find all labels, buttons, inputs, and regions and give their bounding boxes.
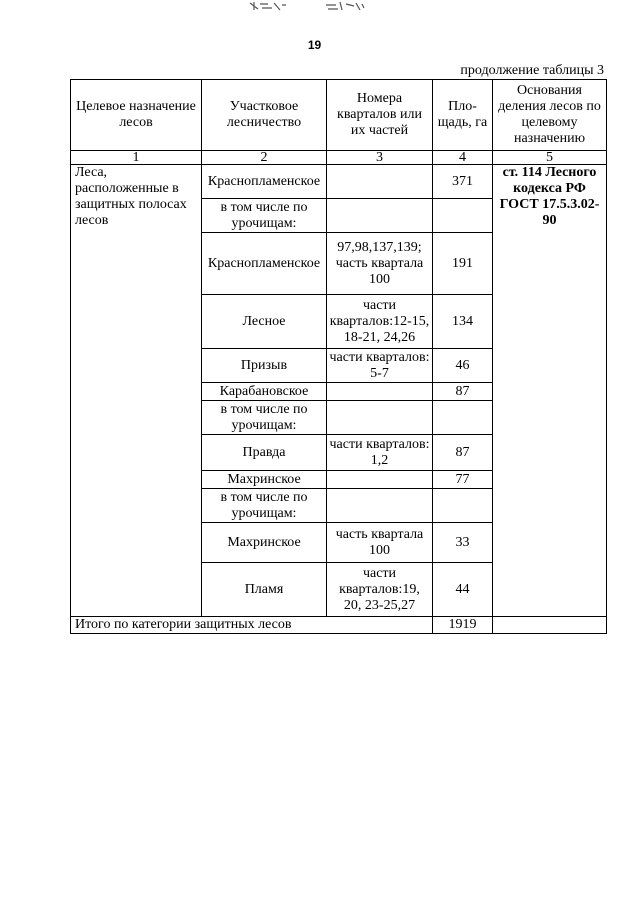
forestry-cell: Махринское xyxy=(202,523,327,563)
area-cell xyxy=(433,401,493,435)
forestry-cell: Махринское xyxy=(202,471,327,489)
header-purpose: Целевое назначение лесов xyxy=(71,80,202,151)
header-forestry: Участковое лесничество xyxy=(202,80,327,151)
total-area: 1919 xyxy=(433,617,493,634)
quarters-cell: части кварталов:12-15, 18-21, 24,26 xyxy=(327,295,433,349)
quarters-cell: части кварталов:19, 20, 23-25,27 xyxy=(327,563,433,617)
area-cell: 87 xyxy=(433,383,493,401)
page-number: 19 xyxy=(307,38,322,52)
area-cell: 371 xyxy=(433,165,493,199)
forestry-cell: Краснопламенское xyxy=(202,165,327,199)
area-cell xyxy=(433,489,493,523)
purpose-cell: Леса, расположенные в защитных полосах лесов xyxy=(71,165,202,617)
area-cell: 44 xyxy=(433,563,493,617)
header-area: Пло-щадь, га xyxy=(433,80,493,151)
column-number: 3 xyxy=(327,151,433,165)
table-header-row xyxy=(71,80,607,151)
quarters-cell: 97,98,137,139; часть квартала 100 xyxy=(327,233,433,295)
column-number-row xyxy=(71,151,607,165)
column-number: 4 xyxy=(433,151,493,165)
quarters-cell: часть квартала 100 xyxy=(327,523,433,563)
total-row xyxy=(71,617,607,634)
quarters-cell xyxy=(327,489,433,523)
quarters-cell: части кварталов: 5-7 xyxy=(327,349,433,383)
forestry-cell: в том числе по урочищам: xyxy=(202,401,327,435)
table-continuation-caption: продолжение таблицы 3 xyxy=(460,63,604,78)
area-cell: 87 xyxy=(433,435,493,471)
quarters-cell xyxy=(327,165,433,199)
header-quarters: Номера кварталов или их частей xyxy=(327,80,433,151)
area-cell: 134 xyxy=(433,295,493,349)
quarters-cell xyxy=(327,383,433,401)
forest-purpose-table xyxy=(70,79,607,634)
area-cell: 33 xyxy=(433,523,493,563)
area-cell: 191 xyxy=(433,233,493,295)
quarters-cell: части кварталов: 1,2 xyxy=(327,435,433,471)
quarters-cell xyxy=(327,471,433,489)
quarters-cell xyxy=(327,199,433,233)
forestry-cell: Пламя xyxy=(202,563,327,617)
forestry-cell: в том числе по урочищам: xyxy=(202,199,327,233)
area-cell xyxy=(433,199,493,233)
quarters-cell xyxy=(327,401,433,435)
column-number: 2 xyxy=(202,151,327,165)
column-number: 1 xyxy=(71,151,202,165)
forestry-cell: Краснопламенское xyxy=(202,233,327,295)
stamp-mark-left xyxy=(248,0,288,12)
total-label: Итого по категории защитных лесов xyxy=(71,617,433,634)
total-basis xyxy=(493,617,607,634)
forestry-cell: Лесное xyxy=(202,295,327,349)
column-number: 5 xyxy=(493,151,607,165)
header-basis: Основания деления лесов по целевому назначению xyxy=(493,80,607,151)
forestry-cell: Карабановское xyxy=(202,383,327,401)
area-cell: 46 xyxy=(433,349,493,383)
stamp-mark-right xyxy=(324,0,366,12)
area-cell: 77 xyxy=(433,471,493,489)
forestry-cell: в том числе по урочищам: xyxy=(202,489,327,523)
forestry-cell: Призыв xyxy=(202,349,327,383)
table-row xyxy=(71,165,607,199)
basis-cell: ст. 114 Лесного кодекса РФ ГОСТ 17.5.3.02-90 xyxy=(493,165,607,617)
forestry-cell: Правда xyxy=(202,435,327,471)
